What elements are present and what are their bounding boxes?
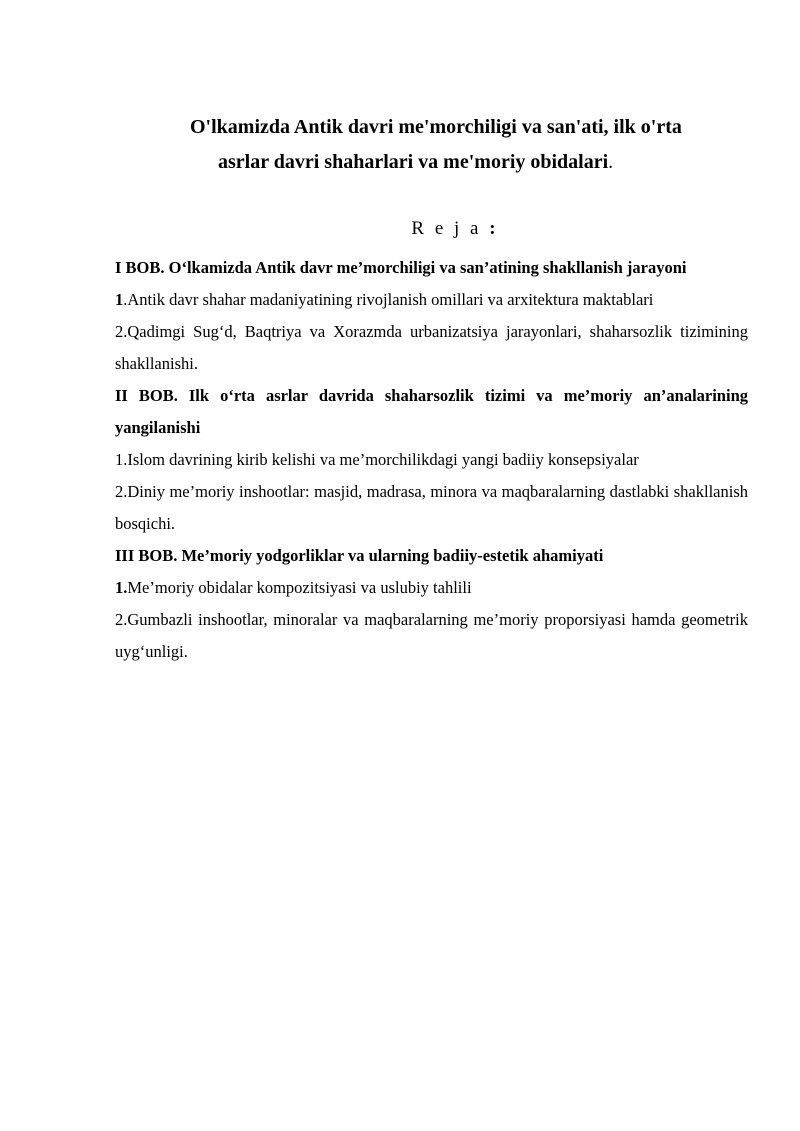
list-item	[115, 604, 748, 668]
list-item	[115, 284, 748, 316]
title-line-1-text: O'lkamizda Antik davri me'morchiligi va san'ati, ilk o'rta	[190, 116, 682, 138]
title-line-2-text: asrlar davri shaharlari va me'moriy obidalari	[218, 151, 609, 173]
item-text: .Gumbazli inshootlar, minoralar va maqbaralarning me’moriy proporsiyasi hamda geometrik uyg‘unligi.	[115, 610, 748, 661]
item-text: Me’moriy obidalar kompozitsiyasi va uslubiy tahlili	[127, 578, 472, 597]
title-line-1	[190, 111, 790, 143]
chapter-heading: III BOB. Me’moriy yodgorliklar va ularning badiiy-estetik ahamiyati	[115, 546, 604, 565]
item-number: 1	[115, 450, 124, 469]
item-text: .Antik davr shahar madaniyatining rivojlanish omillari va arxitektura maktablari	[123, 290, 654, 309]
chapter-heading: I BOB. O‘lkamizda Antik davr me’morchiligi va san’atining shakllanish jarayoni	[115, 258, 687, 277]
plan-colon: :	[489, 218, 499, 239]
title-line-2	[218, 146, 800, 178]
item-number: 2	[115, 482, 124, 501]
plan-body	[115, 252, 748, 668]
item-text: .Islom davrining kirib kelishi va me’morchilikdagi yangi badiiy konsepsiyalar	[123, 450, 639, 469]
plan-heading	[0, 218, 800, 240]
chapter-heading: II BOB. Ilk o‘rta asrlar davrida shaharsozlik tizimi va me’moriy an’analarining yangilanishi	[115, 386, 748, 437]
item-number: 1	[115, 290, 124, 309]
item-text: .Qadimgi Sug‘d, Baqtriya va Xorazmda urbanizatsiya jarayonlari, shaharsozlik tizimining shakllanishi.	[115, 322, 748, 373]
item-number: 2	[115, 610, 124, 629]
item-text: .Diniy me’moriy inshootlar: masjid, madrasa, minora va maqbaralarning dastlabki shakllanish bosqichi.	[115, 482, 748, 533]
list-item	[115, 572, 748, 604]
list-item	[115, 316, 748, 380]
title-period: .	[608, 151, 614, 173]
item-number: 2	[115, 322, 124, 341]
list-item	[115, 476, 748, 540]
list-item	[115, 444, 748, 476]
item-number: 1.	[115, 578, 128, 597]
plan-label: R e j a	[411, 218, 482, 239]
